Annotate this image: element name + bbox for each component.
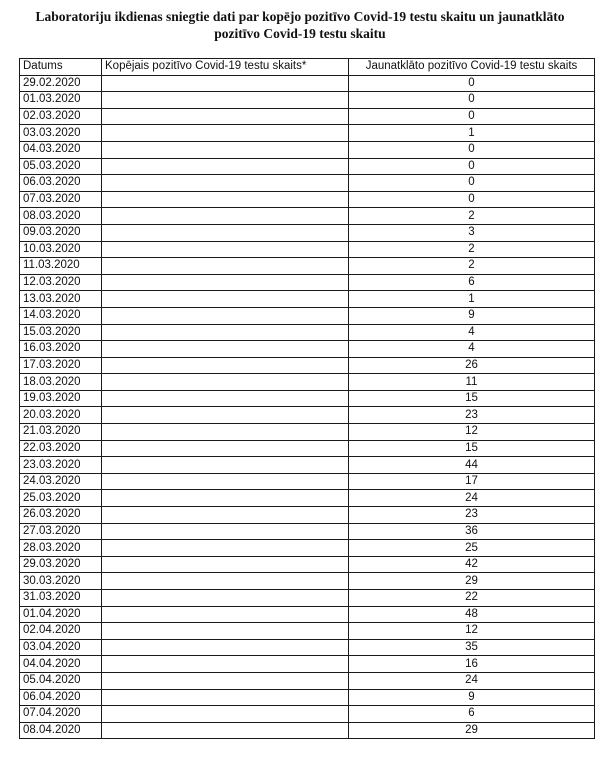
cell-new-positive: 44 — [349, 457, 595, 474]
cell-date: 31.03.2020 — [20, 590, 102, 607]
cell-date: 25.03.2020 — [20, 490, 102, 507]
cell-total-positive — [102, 291, 349, 308]
table-row — [20, 92, 595, 109]
table-row — [20, 291, 595, 308]
cell-date: 06.03.2020 — [20, 175, 102, 192]
cell-date: 02.04.2020 — [20, 623, 102, 640]
table-row — [20, 523, 595, 540]
cell-new-positive: 24 — [349, 672, 595, 689]
cell-new-positive: 15 — [349, 390, 595, 407]
cell-total-positive — [102, 523, 349, 540]
cell-total-positive — [102, 92, 349, 109]
cell-new-positive: 16 — [349, 656, 595, 673]
cell-new-positive: 24 — [349, 490, 595, 507]
cell-new-positive: 29 — [349, 573, 595, 590]
column-header-new: Jaunatklāto pozitīvo Covid-19 testu skaits — [349, 59, 595, 76]
cell-total-positive — [102, 606, 349, 623]
cell-date: 01.04.2020 — [20, 606, 102, 623]
cell-date: 07.03.2020 — [20, 191, 102, 208]
cell-total-positive — [102, 374, 349, 391]
cell-date: 20.03.2020 — [20, 407, 102, 424]
table-row — [20, 108, 595, 125]
table-row — [20, 324, 595, 341]
table-body — [20, 75, 595, 739]
cell-date: 29.03.2020 — [20, 556, 102, 573]
cell-total-positive — [102, 440, 349, 457]
cell-new-positive: 0 — [349, 175, 595, 192]
cell-new-positive: 23 — [349, 507, 595, 524]
cell-total-positive — [102, 175, 349, 192]
table-row — [20, 407, 595, 424]
cell-date: 10.03.2020 — [20, 241, 102, 258]
cell-new-positive: 0 — [349, 141, 595, 158]
cell-new-positive: 11 — [349, 374, 595, 391]
table-row — [20, 241, 595, 258]
cell-total-positive — [102, 324, 349, 341]
cell-new-positive: 35 — [349, 639, 595, 656]
cell-new-positive: 0 — [349, 92, 595, 109]
table-row — [20, 706, 595, 723]
cell-new-positive: 42 — [349, 556, 595, 573]
cell-new-positive: 3 — [349, 224, 595, 241]
cell-date: 04.04.2020 — [20, 656, 102, 673]
cell-new-positive: 9 — [349, 307, 595, 324]
table-row — [20, 424, 595, 441]
table-row — [20, 191, 595, 208]
cell-new-positive: 4 — [349, 341, 595, 358]
table-row — [20, 440, 595, 457]
cell-total-positive — [102, 507, 349, 524]
cell-new-positive: 0 — [349, 108, 595, 125]
cell-total-positive — [102, 75, 349, 92]
cell-new-positive: 25 — [349, 540, 595, 557]
table-row — [20, 490, 595, 507]
table-row — [20, 357, 595, 374]
cell-new-positive: 17 — [349, 473, 595, 490]
table-row — [20, 374, 595, 391]
cell-new-positive: 1 — [349, 291, 595, 308]
cell-new-positive: 22 — [349, 590, 595, 607]
cell-new-positive: 29 — [349, 722, 595, 739]
cell-total-positive — [102, 307, 349, 324]
cell-total-positive — [102, 656, 349, 673]
cell-new-positive: 6 — [349, 274, 595, 291]
table-row — [20, 473, 595, 490]
cell-date: 26.03.2020 — [20, 507, 102, 524]
cell-date: 22.03.2020 — [20, 440, 102, 457]
cell-new-positive: 36 — [349, 523, 595, 540]
cell-new-positive: 23 — [349, 407, 595, 424]
table-row — [20, 457, 595, 474]
cell-total-positive — [102, 208, 349, 225]
table-row — [20, 722, 595, 739]
page-title — [0, 8, 600, 42]
cell-new-positive: 6 — [349, 706, 595, 723]
table-row — [20, 175, 595, 192]
table-row — [20, 141, 595, 158]
cell-date: 02.03.2020 — [20, 108, 102, 125]
table-row — [20, 590, 595, 607]
cell-total-positive — [102, 158, 349, 175]
cell-date: 23.03.2020 — [20, 457, 102, 474]
cell-total-positive — [102, 473, 349, 490]
table-row — [20, 639, 595, 656]
cell-new-positive: 12 — [349, 424, 595, 441]
cell-date: 03.03.2020 — [20, 125, 102, 142]
cell-total-positive — [102, 540, 349, 557]
table-row — [20, 258, 595, 275]
cell-new-positive: 2 — [349, 208, 595, 225]
cell-date: 16.03.2020 — [20, 341, 102, 358]
table-row — [20, 573, 595, 590]
cell-new-positive: 15 — [349, 440, 595, 457]
column-header-total: Kopējais pozitīvo Covid-19 testu skaits* — [102, 59, 349, 76]
cell-total-positive — [102, 125, 349, 142]
cell-new-positive: 9 — [349, 689, 595, 706]
cell-date: 19.03.2020 — [20, 390, 102, 407]
table-row — [20, 274, 595, 291]
cell-date: 13.03.2020 — [20, 291, 102, 308]
cell-total-positive — [102, 407, 349, 424]
cell-total-positive — [102, 672, 349, 689]
table-row — [20, 390, 595, 407]
table-row — [20, 556, 595, 573]
title-line-1: Laboratoriju ikdienas sniegtie dati par kopējo pozitīvo Covid-19 testu skaitu un jaunatklāto — [35, 9, 565, 24]
table-row — [20, 125, 595, 142]
cell-new-positive: 1 — [349, 125, 595, 142]
cell-total-positive — [102, 689, 349, 706]
cell-new-positive: 4 — [349, 324, 595, 341]
cell-date: 05.04.2020 — [20, 672, 102, 689]
cell-date: 03.04.2020 — [20, 639, 102, 656]
cell-total-positive — [102, 141, 349, 158]
cell-date: 28.03.2020 — [20, 540, 102, 557]
cell-total-positive — [102, 556, 349, 573]
table-row — [20, 208, 595, 225]
cell-new-positive: 26 — [349, 357, 595, 374]
cell-date: 06.04.2020 — [20, 689, 102, 706]
table-row — [20, 540, 595, 557]
cell-total-positive — [102, 191, 349, 208]
cell-date: 07.04.2020 — [20, 706, 102, 723]
cell-new-positive: 0 — [349, 75, 595, 92]
table-row — [20, 623, 595, 640]
cell-date: 04.03.2020 — [20, 141, 102, 158]
table-header-row — [20, 59, 595, 76]
cell-new-positive: 12 — [349, 623, 595, 640]
cell-total-positive — [102, 490, 349, 507]
cell-total-positive — [102, 357, 349, 374]
title-line-2: pozitīvo Covid-19 testu skaitu — [214, 26, 386, 41]
table-row — [20, 75, 595, 92]
cell-total-positive — [102, 224, 349, 241]
table-row — [20, 307, 595, 324]
cell-date: 29.02.2020 — [20, 75, 102, 92]
cell-new-positive: 2 — [349, 241, 595, 258]
table-row — [20, 606, 595, 623]
cell-total-positive — [102, 639, 349, 656]
cell-new-positive: 0 — [349, 158, 595, 175]
table-row — [20, 224, 595, 241]
cell-date: 14.03.2020 — [20, 307, 102, 324]
cell-total-positive — [102, 341, 349, 358]
cell-date: 30.03.2020 — [20, 573, 102, 590]
cell-total-positive — [102, 590, 349, 607]
covid-tests-table — [19, 58, 595, 739]
cell-total-positive — [102, 623, 349, 640]
cell-new-positive: 2 — [349, 258, 595, 275]
cell-total-positive — [102, 706, 349, 723]
cell-date: 11.03.2020 — [20, 258, 102, 275]
cell-date: 15.03.2020 — [20, 324, 102, 341]
cell-total-positive — [102, 457, 349, 474]
cell-date: 17.03.2020 — [20, 357, 102, 374]
cell-date: 05.03.2020 — [20, 158, 102, 175]
column-header-date: Datums — [20, 59, 102, 76]
cell-date: 18.03.2020 — [20, 374, 102, 391]
cell-total-positive — [102, 274, 349, 291]
cell-total-positive — [102, 390, 349, 407]
cell-new-positive: 48 — [349, 606, 595, 623]
table-row — [20, 507, 595, 524]
table-row — [20, 158, 595, 175]
cell-date: 01.03.2020 — [20, 92, 102, 109]
cell-total-positive — [102, 258, 349, 275]
cell-total-positive — [102, 722, 349, 739]
cell-date: 08.04.2020 — [20, 722, 102, 739]
cell-date: 27.03.2020 — [20, 523, 102, 540]
cell-date: 21.03.2020 — [20, 424, 102, 441]
table-row — [20, 341, 595, 358]
cell-total-positive — [102, 241, 349, 258]
cell-total-positive — [102, 424, 349, 441]
table-row — [20, 672, 595, 689]
table-row — [20, 689, 595, 706]
cell-date: 09.03.2020 — [20, 224, 102, 241]
table-row — [20, 656, 595, 673]
cell-total-positive — [102, 108, 349, 125]
cell-date: 24.03.2020 — [20, 473, 102, 490]
cell-total-positive — [102, 573, 349, 590]
cell-new-positive: 0 — [349, 191, 595, 208]
cell-date: 08.03.2020 — [20, 208, 102, 225]
cell-date: 12.03.2020 — [20, 274, 102, 291]
